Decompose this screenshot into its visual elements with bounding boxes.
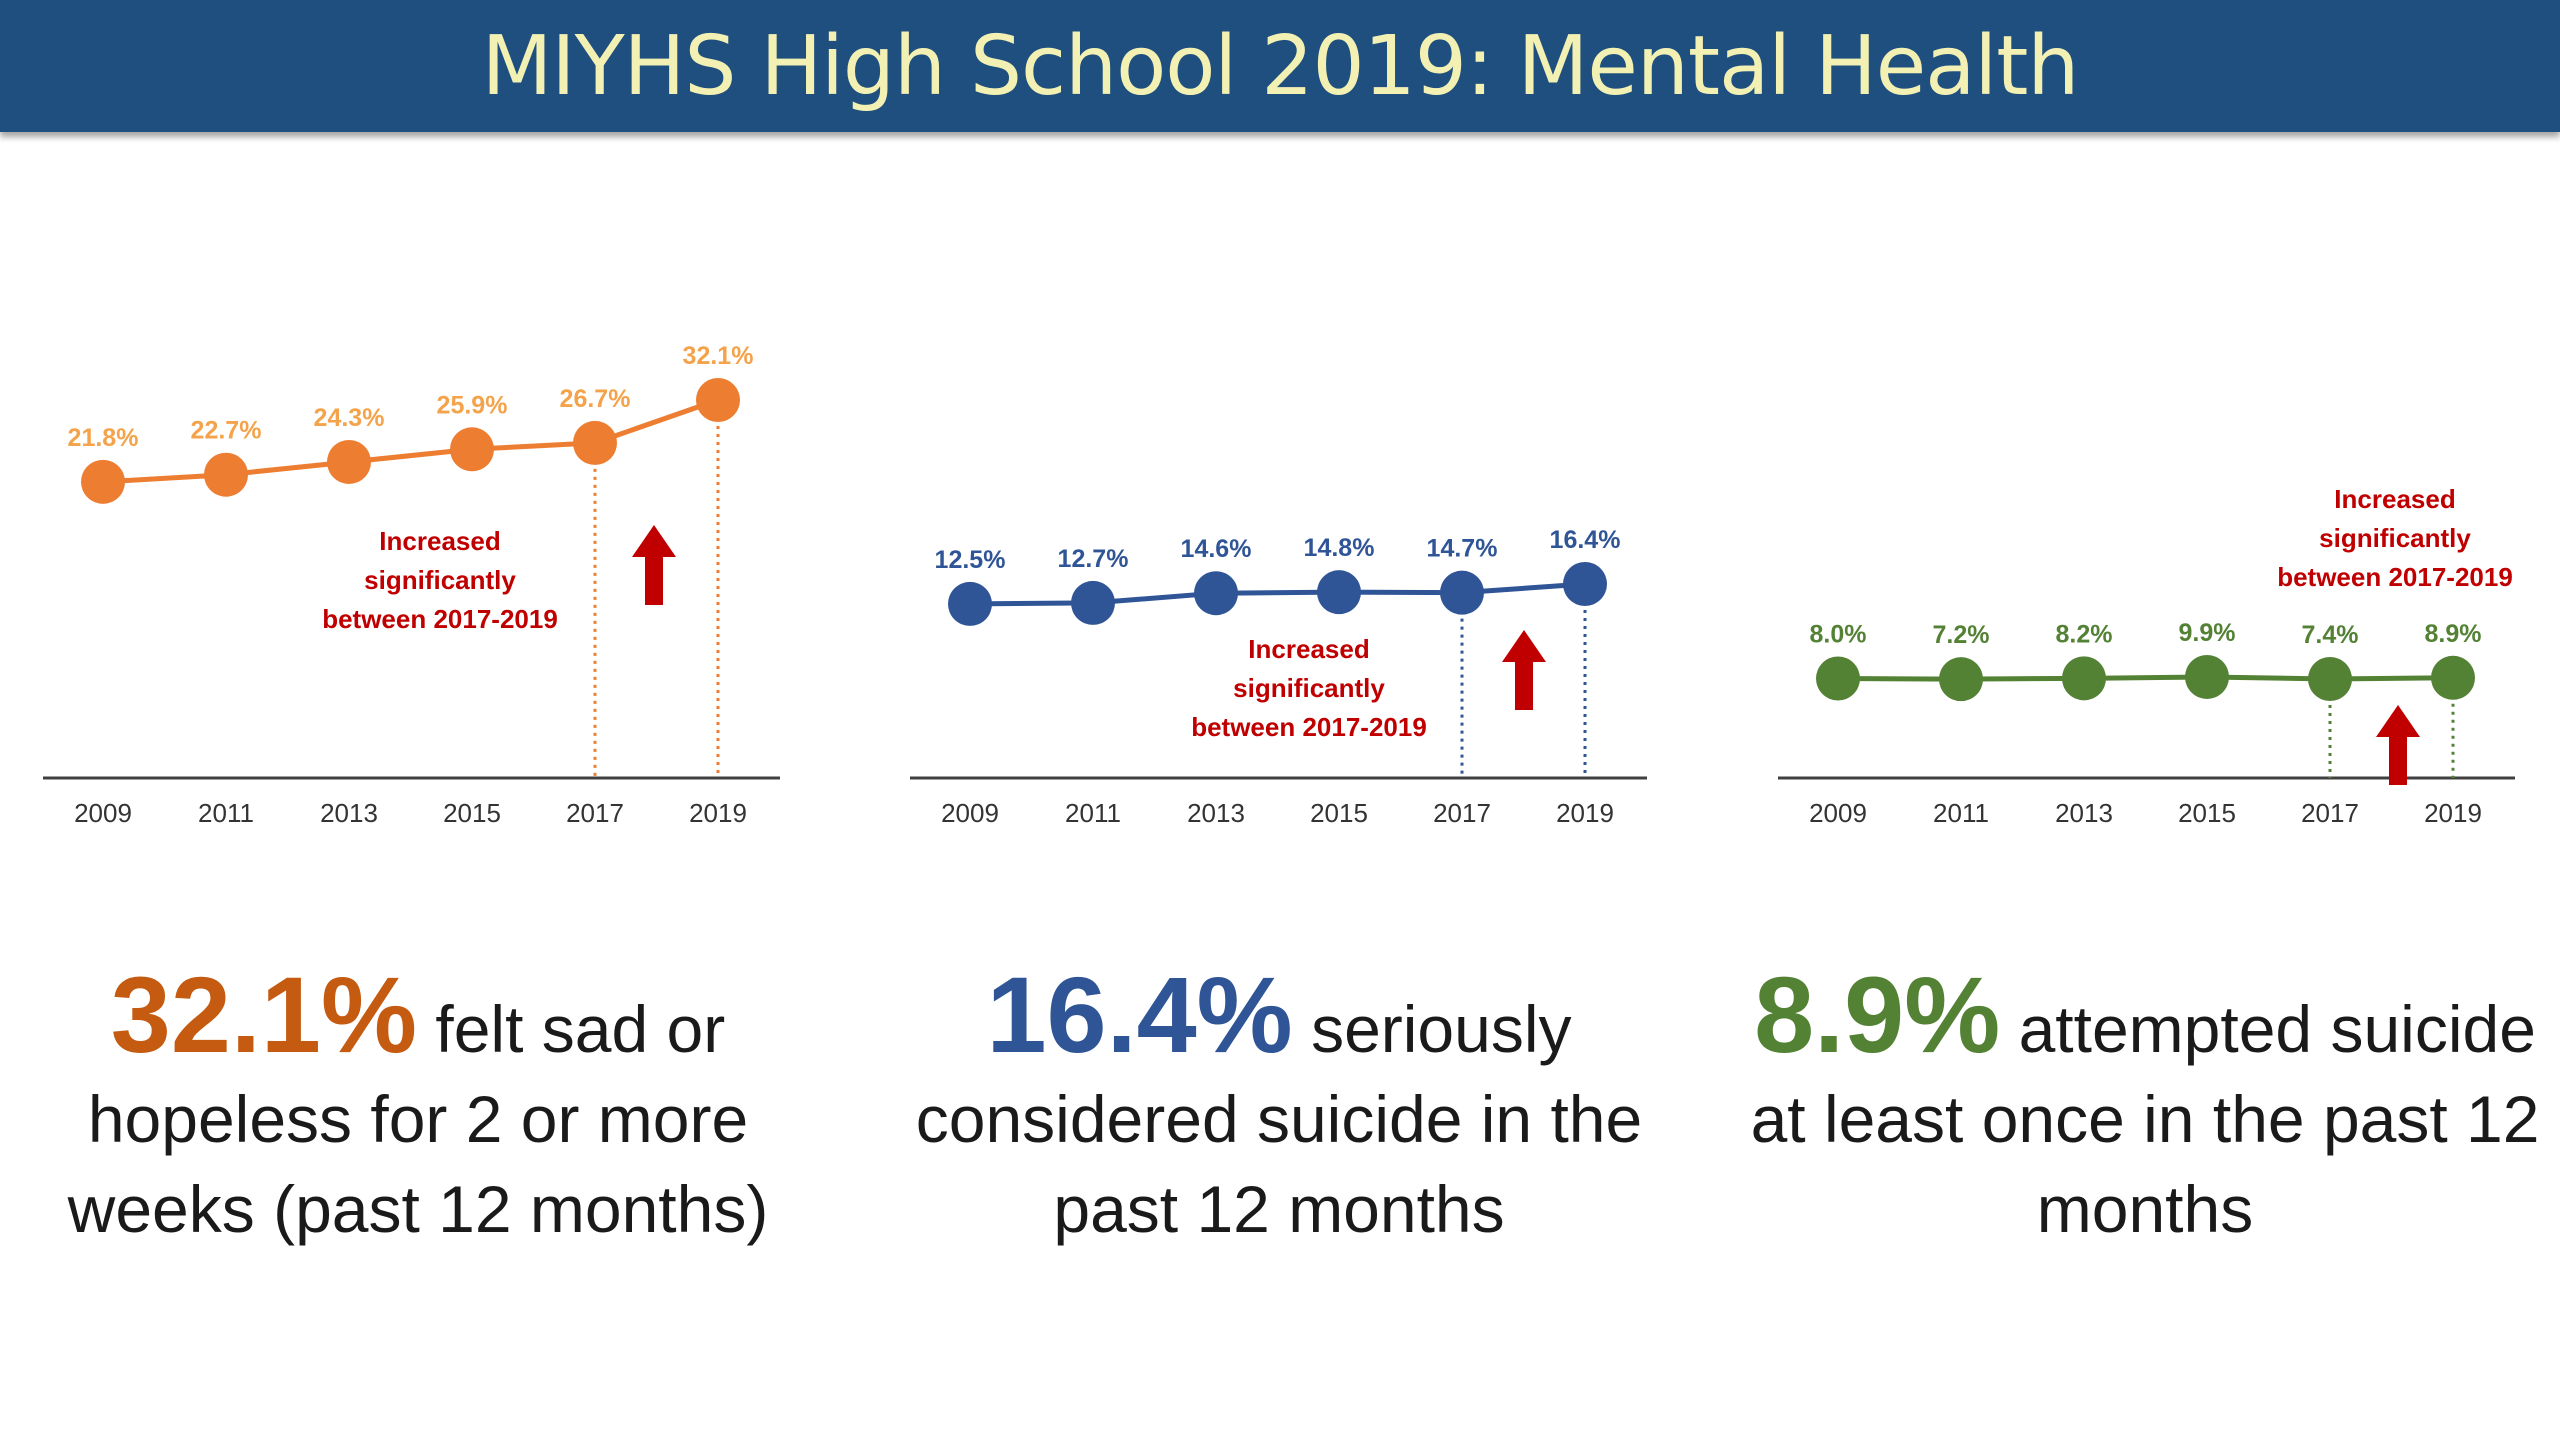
x-tick-label: 2011: [1065, 798, 1121, 828]
data-point: [573, 421, 617, 465]
x-tick-label: 2013: [320, 798, 378, 828]
annotation-line: Increased: [1248, 634, 1370, 664]
data-label: 25.9%: [436, 391, 508, 420]
x-tick-label: 2015: [2178, 798, 2236, 828]
caption-stat: 32.1%: [110, 954, 418, 1075]
annotation-line: between 2017-2019: [322, 604, 558, 634]
caption-stat: 8.9%: [1754, 954, 2001, 1075]
data-label: 14.6%: [1180, 535, 1252, 564]
data-point: [2185, 655, 2229, 699]
data-label: 26.7%: [559, 384, 631, 413]
annotation-line: significantly: [364, 565, 516, 595]
series-line: [970, 584, 1585, 604]
considered-suicide-chart: [907, 300, 1707, 860]
data-label: 8.2%: [2055, 620, 2113, 649]
x-tick-label: 2017: [1433, 798, 1491, 828]
data-label: 32.1%: [682, 342, 754, 370]
data-label: 22.7%: [190, 416, 262, 445]
data-point: [2062, 656, 2106, 700]
data-label: 16.4%: [1549, 526, 1621, 554]
annotation-line: significantly: [2319, 523, 2471, 553]
data-point: [1194, 571, 1238, 615]
up-arrow-icon: [1502, 630, 1546, 710]
data-point: [696, 378, 740, 422]
data-label: 24.3%: [313, 403, 385, 432]
attempted-suicide-caption: [1745, 954, 2545, 1254]
caption-text: felt sad or hopeless for 2 or more weeks (past 12 months): [67, 992, 769, 1246]
x-tick-label: 2019: [2424, 798, 2482, 828]
data-label: 14.7%: [1426, 534, 1498, 563]
data-point: [1939, 657, 1983, 701]
caption-text: seriously considered suicide in the past 12 months: [915, 992, 1643, 1246]
up-arrow-icon: [632, 525, 676, 605]
caption-stat: 16.4%: [986, 954, 1293, 1075]
data-label: 12.7%: [1057, 544, 1129, 573]
x-tick-label: 2009: [74, 798, 132, 828]
data-point: [2308, 657, 2352, 701]
data-point: [450, 427, 494, 471]
page-title: MIYHS High School 2019: Mental Health: [481, 18, 2079, 114]
annotation-line: significantly: [1233, 673, 1385, 703]
data-point: [327, 440, 371, 484]
data-label: 8.9%: [2424, 619, 2482, 648]
annotation-line: Increased: [2334, 484, 2456, 514]
data-point: [948, 582, 992, 626]
x-tick-label: 2011: [198, 798, 254, 828]
data-label: 9.9%: [2178, 618, 2236, 647]
x-tick-label: 2017: [2301, 798, 2359, 828]
data-point: [1440, 571, 1484, 615]
x-tick-label: 2009: [941, 798, 999, 828]
x-tick-label: 2011: [1933, 798, 1989, 828]
x-tick-label: 2015: [443, 798, 501, 828]
data-label: 8.0%: [1809, 620, 1867, 649]
x-tick-label: 2019: [689, 798, 747, 828]
annotation-line: Increased: [379, 526, 501, 556]
data-point: [204, 453, 248, 497]
data-label: 7.2%: [1932, 621, 1990, 650]
data-label: 21.8%: [67, 423, 139, 452]
x-tick-label: 2017: [566, 798, 624, 828]
annotation-line: between 2017-2019: [1191, 712, 1427, 742]
data-point: [1317, 570, 1361, 614]
attempted-suicide-chart: [1775, 300, 2560, 860]
caption-text: attempted suicide at least once in the past 12 months: [1750, 992, 2540, 1246]
annotation-line: between 2017-2019: [2277, 562, 2513, 592]
data-label: 12.5%: [934, 545, 1006, 574]
data-label: 7.4%: [2301, 620, 2359, 649]
series-line: [1838, 677, 2453, 679]
x-tick-label: 2019: [1556, 798, 1614, 828]
data-point: [1816, 657, 1860, 701]
title-banner: [0, 0, 2560, 132]
x-tick-label: 2013: [2055, 798, 2113, 828]
data-point: [81, 460, 125, 504]
data-label: 14.8%: [1303, 534, 1375, 563]
data-point: [1071, 581, 1115, 625]
x-tick-label: 2009: [1809, 798, 1867, 828]
sad-hopeless-caption: [18, 954, 818, 1254]
up-arrow-icon: [2376, 705, 2420, 785]
considered-suicide-caption: [879, 954, 1679, 1254]
x-tick-label: 2015: [1310, 798, 1368, 828]
x-tick-label: 2013: [1187, 798, 1245, 828]
data-point: [1563, 562, 1607, 606]
sad-hopeless-chart: [40, 300, 840, 860]
data-point: [2431, 656, 2475, 700]
